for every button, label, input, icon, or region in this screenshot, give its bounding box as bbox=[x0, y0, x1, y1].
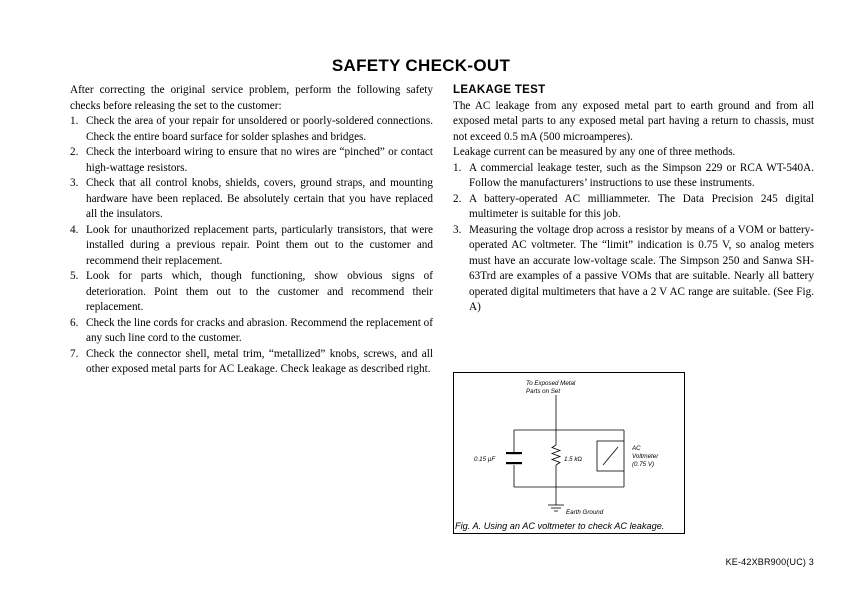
list-item bbox=[70, 269, 433, 316]
item-number: 3. bbox=[453, 223, 462, 236]
list-item bbox=[70, 114, 433, 145]
safety-check-list bbox=[70, 114, 433, 378]
probe-label-line2: Parts on Set bbox=[526, 388, 561, 395]
item-number: 2. bbox=[453, 192, 462, 205]
item-text: Measuring the voltage drop across a resistor by means of a VOM or battery-operated AC voltmeter. The “limit” indication is 0.75 V, so analog meters must have an accurate low-voltage scale. The Simpson 250 and Sanwa SH-63Trd are examples of a passive VOMs that are suitable. Nearly all battery operated digital multimeters that have a 2 V AC range are suitable. (See Fig. A) bbox=[469, 223, 814, 313]
item-text: Check that all control knobs, shields, covers, ground straps, and mounting hardware have been replaced. Be absolutely certain that you have replaced all the insulators. bbox=[86, 177, 433, 220]
capacitor-label: 0.15 µF bbox=[474, 456, 496, 463]
meter-label-line2: Voltmeter bbox=[632, 453, 659, 460]
voltmeter-needle bbox=[603, 447, 618, 465]
item-text: Look for unauthorized replacement parts, particularly transistors, that were installed during a previous repair. Point them out to the customer and recommend their replacement. bbox=[86, 223, 433, 267]
section-heading: LEAKAGE TEST bbox=[453, 84, 546, 96]
leakage-paragraph: The AC leakage from any exposed metal part to earth ground and from all exposed metal parts to any exposed metal part having a return to chassis, must not exceed 0.5 mA (500 microamperes). bbox=[453, 99, 814, 143]
item-number: 1. bbox=[453, 161, 462, 174]
capacitor-plate-bottom bbox=[506, 462, 522, 464]
figure-caption: Fig. A. Using an AC voltmeter to check AC leakage. bbox=[455, 521, 665, 531]
list-item bbox=[70, 347, 433, 378]
item-text: Look for parts which, though functioning, show obvious signs of deterioration. Point them out to the customer and recommend their replacement. bbox=[86, 270, 433, 313]
item-number: 2. bbox=[70, 146, 79, 158]
figure-a bbox=[453, 372, 685, 534]
item-text: Check the line cords for cracks and abrasion. Recommend the replacement of any such line cord to the customer. bbox=[86, 316, 433, 344]
list-item bbox=[70, 223, 433, 270]
probe-label-line1: To Exposed Metal bbox=[526, 380, 576, 387]
item-text: Check the interboard wiring to ensure that no wires are “pinched” or contact high-wattage resistors. bbox=[86, 146, 433, 174]
meter-label-line3: (0.75 V) bbox=[632, 461, 655, 468]
item-text: A battery-operated AC milliammeter. The Data Precision 245 digital multimeter is suitable for this job. bbox=[469, 192, 814, 220]
item-number: 7. bbox=[70, 347, 79, 360]
item-number: 3. bbox=[70, 177, 79, 189]
ground-label: Earth Ground bbox=[566, 509, 604, 516]
methods-list bbox=[453, 161, 814, 316]
page-title: SAFETY CHECK-OUT bbox=[331, 56, 511, 75]
leakage-circuit-diagram bbox=[454, 373, 686, 535]
item-text: Check the connector shell, metal trim, “metallized” knobs, screws, and all other exposed metal parts for AC Leakage. Check leakage as described right. bbox=[86, 347, 433, 375]
list-item bbox=[453, 223, 814, 316]
page-footer: KE-42XBR900(UC) 3 bbox=[725, 557, 814, 567]
item-text: Check the area of your repair for unsoldered or poorly-soldered connections. Check the entire board surface for solder splashes and bridges. bbox=[86, 115, 433, 143]
item-number: 6. bbox=[70, 316, 79, 329]
list-item bbox=[70, 145, 433, 176]
item-number: 1. bbox=[70, 115, 79, 127]
methods-paragraph: Leakage current can be measured by any one of three methods. bbox=[453, 146, 736, 158]
left-column bbox=[70, 83, 433, 378]
list-item bbox=[453, 161, 814, 192]
resistor-symbol bbox=[552, 445, 560, 465]
list-item bbox=[70, 176, 433, 223]
meter-label-line1: AC bbox=[632, 445, 641, 452]
right-column bbox=[453, 83, 814, 316]
list-item bbox=[70, 316, 433, 347]
item-text: A commercial leakage tester, such as the Simpson 229 or RCA WT-540A. Follow the manufacturers’ instructions to use these instruments. bbox=[469, 161, 814, 189]
resistor-label: 1.5 kΩ bbox=[564, 456, 583, 463]
item-number: 4. bbox=[70, 223, 79, 236]
list-item bbox=[453, 192, 814, 223]
intro-paragraph: After correcting the original service problem, perform the following safety checks before releasing the set to the customer: bbox=[70, 84, 433, 112]
item-number: 5. bbox=[70, 270, 79, 282]
capacitor-plate-top bbox=[506, 452, 522, 454]
